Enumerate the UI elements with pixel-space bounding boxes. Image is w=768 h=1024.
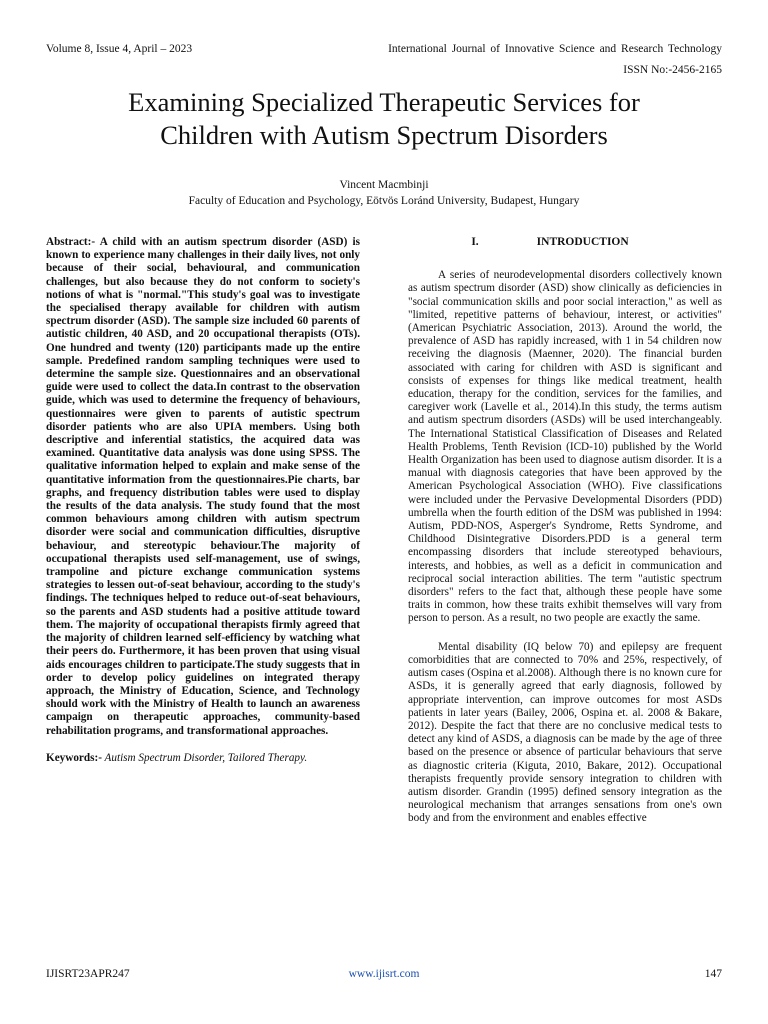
- keywords-text: Autism Spectrum Disorder, Tailored Therapy.: [101, 751, 308, 764]
- footer-url[interactable]: www.ijisrt.com: [348, 968, 420, 980]
- footer-code: IJISRT23APR247: [46, 968, 130, 980]
- abstract-label: Abstract: [46, 236, 88, 248]
- journal-name: International Journal of Innovative Science and Research Technology: [388, 43, 722, 55]
- intro-paragraph: Mental disability (IQ below 70) and epilepsy are frequent comorbidities that are connected to 70% and 25%, respectively, of autism cases (Ospina et al.2008). Although there is no known cure for ASDs, it is generally agreed that early diagnosis, followed by appropriate intervention, can improve outcomes for most ASDs patients in later years (Bailey, 2006, Ospina et. al. 2008 & Bakare, 2012). Despite the fact that there are no conclusive medical tests to detect any kind of ASDS, a diagnosis can be made by the age of three based on the presence or absence of particular behaviours that serve as diagnostic criteria (Kiguta, 2010, Bakare, 2012). Occupational therapists frequently provide sensory integration to children with autism disorder. Grandin (1995) defined sensory integration as the neurological mechanism that arranges sensations from one's own body and from the environment and enables effective: [408, 640, 722, 825]
- title-line-1: Examining Specialized Therapeutic Services for: [128, 87, 640, 117]
- affiliation: Faculty of Education and Psychology, Eötvös Loránd University, Budapest, Hungary: [188, 195, 580, 207]
- intro-paragraph: A series of neurodevelopmental disorders collectively known as autism spectrum disorder (ASD) show clinically as deficiencies in "social communication skills and poor social interaction," as well as "limited, repetitive patterns of behaviour, interest, or activities" (American Psychiatric Association, 2013). Around the world, the prevalence of ASD has rapidly increased, with 1 in 54 children now receiving the diagnosis (Maenner, 2020). The financial burden associated with caring for children with ASD is significant and consists of expenses for things like medical treatment, health education, therapy for the condition, services for the families, and caregiver work (Lavelle et al., 2014).In this study, the terms autism and autism spectrum disorders (ASDs) will be used interchangeably. The International Statistical Classification of Diseases and Related Health Problems, Tenth Revision (ICD-10) published by the World Health Organization has been used to diagnose autism disorder. It is a manual with diagnosis categories that have been approved by the American Psychological Association (WHO). Five classifications were included under the Pervasive Developmental Disorders (PDD) umbrella when the fourth edition of the DSM was published in 1994: Autism, PDD-NOS, Asperger's Syndrome, Retts Syndrome, and Childhood Disintegrative Disorders.PDD is a general term encompassing disorders that include stereotyped behaviours, interests, and hobbies, as well as a deficit in communication and reciprocal social interaction abilities. The term "autistic spectrum disorders" refers to the fact that, although these people have some traits in common, how these traits exhibit themselves will vary from person to person. As a result, no two people are exactly the same.: [408, 269, 722, 625]
- section-title: INTRODUCTION: [536, 236, 629, 248]
- section-number: I.: [471, 236, 479, 248]
- author: Vincent Macmbinji: [339, 179, 429, 191]
- issn: ISSN No:-2456-2165: [623, 64, 722, 76]
- keywords: [46, 752, 360, 765]
- abstract-column: [46, 236, 360, 765]
- keywords-label: Keywords:-: [46, 751, 102, 764]
- abstract: [46, 236, 360, 738]
- paper-title: [40, 86, 728, 152]
- introduction-column: [408, 236, 722, 841]
- abstract-text: :- A child with an autism spectrum disorder (ASD) is known to experience many challenges in their daily lives, not only because of their social, behavioural, and communication challenges, but also because they do not conform to society's notions of what is "normal."This study's goal was to investigate the specialised therapy available for children with autism spectrum disorder (ASD). The sample size included 60 parents of autistic children, 40 ASD, and 20 occupational therapists (OTs). One hundred and twenty (120) participants made up the entire sample. Predefined random sampling techniques were used to determine the sample size. Questionnaires and an observational guide were used to collect the data.In contrast to the observation guide, which was used to determine the frequency of behaviours, questionnaires were given to parents of autistic spectrum disorder patients who are also UPIA members. Using both descriptive and inferential statistics, the acquired data was examined. Quantitative data analysis was done using SPSS. The qualitative information helped to explain and make sense of the quantitative information from the questionnaires.Pie charts, bar graphs, and frequency distribution tables were used to display the results of the data analysis. The study found that the most common behaviours among children with autism spectrum disorder were social and communication difficulties, disruptive behaviour, and stereotypic behaviour.The majority of occupational therapists used self-management, use of swings, trampoline and picture exchange communication systems strategies to lessen out-of-seat behaviour, according to the study's findings. The techniques helped to reduce out-of-seat behaviours, so the parents and ASD students had a positive attitude toward them. The majority of occupational therapists firmly agreed that the majority of children learned self-efficiency by watching what their peers do. Furthermore, it has been proven that using visual aids encourages children to participate.The study suggests that in order to develop policy guidelines on integrated therapy approach, the Ministry of Education, Science, and Technology should work with the Ministry of Health to launch an awareness campaign on therapeutic approaches, community-based rehabilitation programs, and transformational approaches.: [46, 236, 360, 737]
- volume-info: Volume 8, Issue 4, April – 2023: [46, 43, 193, 55]
- title-line-2: Children with Autism Spectrum Disorders: [160, 120, 608, 150]
- page-number: 147: [704, 968, 722, 980]
- section-heading: [408, 236, 722, 249]
